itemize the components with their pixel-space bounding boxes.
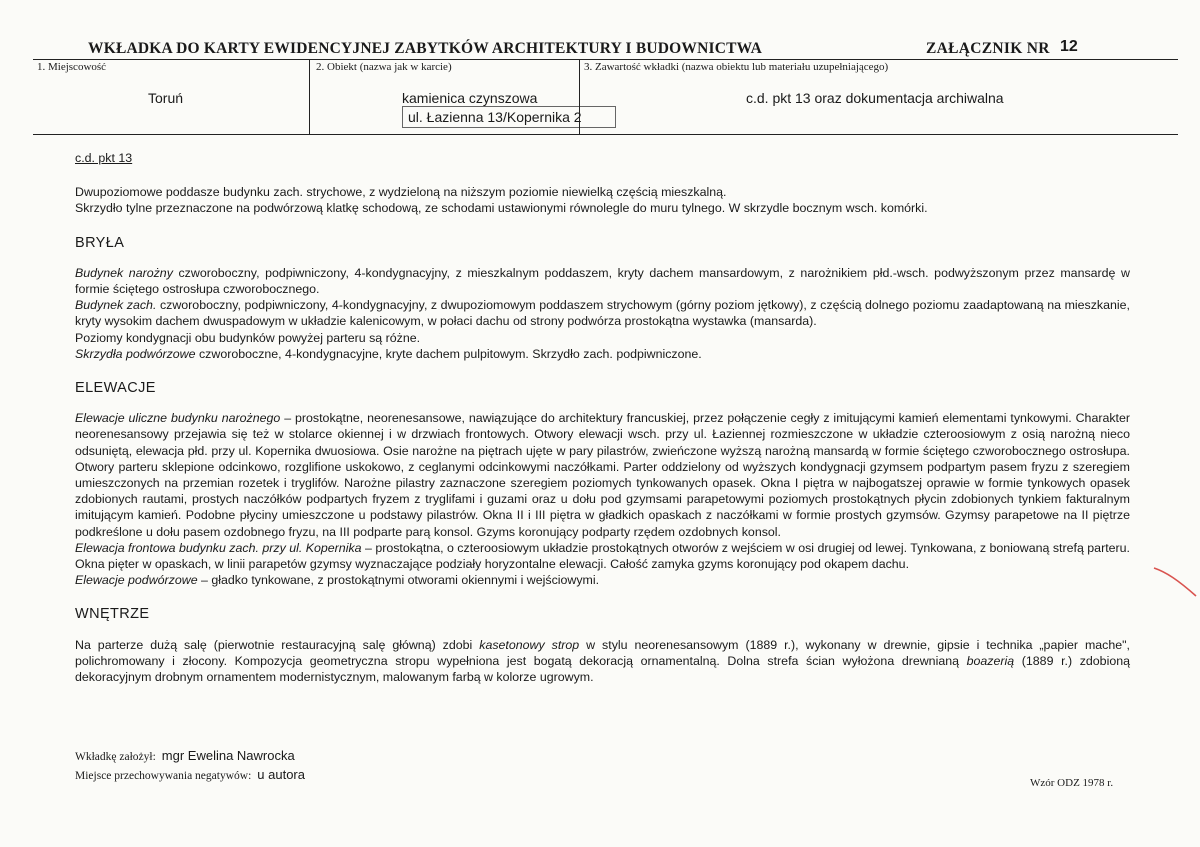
intro-line-1: Dwupoziomowe poddasze budynku zach. strychowe, z wydzieloną na niższym poziomie niewielką częścią mieszkalną. (75, 185, 727, 200)
elewacje-paragraph (75, 410, 1130, 540)
annex-number: 12 (1060, 38, 1078, 55)
content-value: c.d. pkt 13 oraz dokumentacja archiwalna (746, 90, 1004, 106)
document-body (75, 140, 1130, 685)
form-title-row (88, 40, 1118, 60)
elewacje-term: Elewacja frontowa budynku zach. przy ul. Kopernika (75, 540, 362, 555)
locality-cell (33, 60, 309, 134)
bryla-text: czworoboczny, podpiwniczony, 4-kondygnacyjny, z mieszkalnym poddaszem, kryty dachem mansardowym, z narożnikiem płd.-wsch. podwyższonym przez mansardę w formie ściętego ostrosłupa czworobocznego. (75, 265, 1130, 297)
pen-stroke (1154, 568, 1196, 596)
cd-heading: c.d. pkt 13 (75, 151, 133, 165)
form-template-note: Wzór ODZ 1978 r. (1030, 777, 1114, 789)
elewacje-text: – prostokątne, neorenesansowe, nawiązujące do architektury francuskiej, przez połączenie cegły z imitującymi kamień elementami tynkowymi. Charakter neorenesansowy przejawia się też w stolarce okiennej i w drzwiach frontowych. Otwory elewacji wsch. przy ul. Łaziennej rozmieszczone w układzie czteroosiowym z osią narożną nieco odsuniętą, elewacja płd. przy ul. Kopernika dwuosiowa. Osie narożne na piętrach ujęte w pary pilastrów, zwieńczone wyższą narożną mansardą w formie ściętego czworobocznego ostrosłupa. Otwory parteru sklepione odcinkowo, rozglifione uskokowo, z ceglanymi odcinkowymi naczółkami. Parter oddzielony od wyższych kondygnacji gzymsem podpartym pasem fryzu z szeregiem umieszczonych na przemian rozetek i tryglifów. Narożne pilastry zaznaczone szeregiem poziomych tynkowanych opasek. Okna I piętra w najbogatszej oprawie w formie tynkowych opasek zdobionych rautami, prostych naczółków podpartych fryzem z tryglifami i guzami oraz u dołu pod gzymsami parapetowymi poziomych prostokątnych płycin zdobionych tynkiem fakturalnym imitującym kamień. Podobne płyciny umieszczone u podstawy pilastrów. Okna II i III piętra w gładkich opaskach z naczółkami w formie prostych gzymsów. Gzymsy parapetowe na II piętrze podkreślone u dołu pasem ozdobnego fryzu, na III podparte parą konsol. Gzyms koronujący podparty rzędem ozdobnych konsol. (75, 411, 1131, 539)
form-title: WKŁADKA DO KARTY EWIDENCYJNEJ ZABYTKÓW ARCHITEKTURY I BUDOWNICTWA (88, 40, 763, 57)
bryla-paragraph (75, 297, 1130, 329)
elewacje-text: – gładko tynkowane, z prostokątnymi otworami okiennymi i wejściowymi. (197, 573, 600, 588)
object-value: kamienica czynszowa (402, 90, 538, 106)
bryla-text: czworoboczne, 4-kondygnacyjne, kryte dachem pulpitowym. Skrzydło zach. podpiwniczone. (195, 346, 702, 361)
section-heading-bryla: BRYŁA (75, 234, 125, 251)
bryla-text: czworoboczny, podpiwniczony, 4-kondygnacyjny, z dwupoziomowym poddaszem strychowym (górny poziom jętkowy), z częścią dolnego poziomu zaadaptowaną na mieszkanie, kryty wysokim dachem dwuspadowym w układzie kalenicowym, w połaci dachu od strony podwórza prostokątna wystawka (mansarda). (75, 298, 1130, 329)
section-heading-wnetrze: WNĘTRZE (75, 606, 150, 623)
content-label: 3. Zawartość wkładki (nazwa obiektu lub materiału uzupełniającego) (584, 61, 889, 73)
author-label: Wkładkę założył: (75, 751, 156, 763)
locality-label: 1. Miejscowość (37, 61, 107, 73)
elewacje-paragraph (75, 540, 1130, 572)
wnetrze-paragraph (75, 637, 1130, 686)
elewacje-term: Elewacje podwórzowe (75, 573, 198, 588)
intro-line-2: Skrzydło tylne przeznaczone na podwórzową klatkę schodową, ze schodami ustawionymi równolegle do muru tylnego. W skrzydle bocznym wsch. komórki. (75, 201, 928, 216)
object-cell (309, 60, 580, 134)
wnetrze-term: boazerią (966, 653, 1015, 668)
author-value: mgr Ewelina Nawrocka (161, 748, 295, 763)
storage-value: u autora (257, 767, 305, 782)
footer-signature-block (75, 747, 305, 785)
header-fields-table (33, 59, 1178, 135)
content-cell (579, 60, 1179, 134)
author-line (75, 747, 305, 766)
wnetrze-text: w stylu neorenesansowym (1889 r.), wykonany w drewnie, gipsie i technika „papier mache", polichromowany i złocony. Kompozycja geometryczna stropu wypełniona jest bogatą dekoracją ornamentalną. Dolna strefa ścian wyłożona drewnianą (75, 637, 1130, 668)
wnetrze-term: kasetonowy strop (479, 637, 580, 652)
elewacje-text: – prostokątna, o czteroosiowym układzie prostokątnych otworów z wejściem w osi drugiej od lewej. Tynkowana, z boniowaną strefą parteru. Okna pięter w opaskach, w linii parapetów gzymsy wyznaczające podziały horyzontalne elewacji. Całość zamyka gzyms koronujący pod okapem dachu. (75, 540, 1130, 572)
elewacje-paragraph (75, 572, 1130, 588)
bryla-paragraph (75, 346, 1130, 362)
bryla-paragraph (75, 265, 1130, 297)
storage-line (75, 766, 305, 785)
elewacje-term: Elewacje uliczne budynku narożnego (75, 411, 281, 426)
bryla-term: Budynek zach. (75, 298, 157, 313)
wnetrze-text: Na parterze dużą salę (pierwotnie restauracyjną salę główną) zdobi (75, 637, 480, 652)
annex-label: ZAŁĄCZNIK NR (926, 40, 1050, 57)
pen-mark-icon (1152, 562, 1198, 602)
bryla-term: Budynek narożny (75, 265, 173, 280)
locality-value: Toruń (148, 90, 184, 106)
storage-label: Miejsce przechowywania negatywów: (75, 770, 252, 782)
object-address-box: ul. Łazienna 13/Kopernika 2 (402, 106, 616, 128)
object-label: 2. Obiekt (nazwa jak w karcie) (316, 61, 452, 73)
section-heading-elewacje: ELEWACJE (75, 380, 156, 397)
bryla-term: Skrzydła podwórzowe (75, 346, 196, 361)
bryla-paragraph: Poziomy kondygnacji obu budynków powyżej parteru są różne. (75, 330, 421, 345)
wnetrze-text: (1889 r.) zdobioną dekoracyjnym drobnym ornamentem modernistycznym, malowanym farbą w kolorze ugrowym. (75, 653, 1130, 685)
